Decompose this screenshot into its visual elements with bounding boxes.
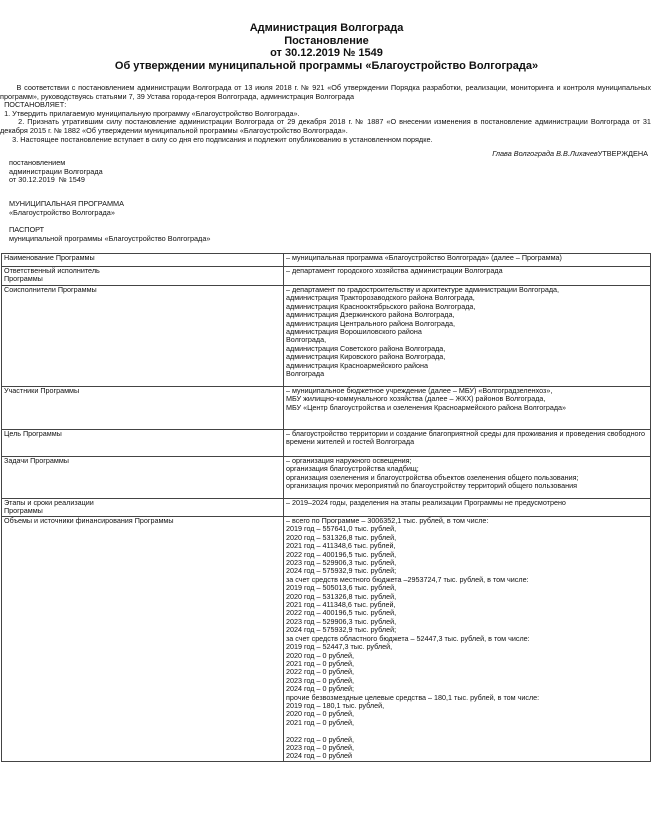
passport-table: [1, 253, 651, 762]
row-label: Соисполнители Программы: [2, 286, 284, 387]
issuer-heading: Администрация Волгограда: [249, 22, 404, 34]
document-title: [0, 22, 653, 72]
row-label: Цель Программы: [2, 430, 284, 457]
row-value: – всего по Программе – 3006352,1 тыс. рублей, в том числе: 2019 год – 557641,0 тыс. рублей, 2020 год – 531326,8 тыс. рублей, 2021 год – 411348,6 тыс. рублей, 2022 год – 400196,5 тыс. рублей, 2023 год – 529906,3 тыс. рублей, 2024 год – 575932,9 тыс. рублей; за счет средств местного бюджета –2953724,7 тыс. рублей, в том числе: 2019 год – 505013,6 тыс. рублей, 2020 год – 531326,8 тыс. рублей, 2021 год – 411348,6 тыс. рублей, 2022 год – 400196,5 тыс. рублей, 2023 год – 529906,3 тыс. рублей, 2024 год – 575932,9 тыс. рублей; за счет средств областного бюджета – 52447,3 тыс. рублей, в том числе: 2019 год – 52447,3 тыс. рублей, 2020 год – 0 рублей, 2021 год – 0 рублей, 2022 год – 0 рублей, 2023 год – 0 рублей, 2024 год – 0 рублей; прочие безвозмездные целевые средства – 180,1 тыс. рублей, в том числе: 2019 год – 180,1 тыс. рублей, 2020 год – 0 рублей, 2021 год – 0 рублей, 2022 год – 0 рублей, 2023 год – 0 рублей, 2024 год – 0 рублей: [284, 517, 651, 762]
approval-line-2: администрации Волгограда: [9, 166, 103, 176]
approval-line-3: от 30.12.2019 № 1549: [9, 175, 85, 185]
clause-2: 2. Признать утратившим силу постановление администрации Волгограда от 29 декабря 2018 г. № 1887 «О внесении изменения в постановление администрации Волгограда от 31 декабря 2015 г. № 1882 «Об утверждении муниципальной программы «Благоустройство Волгограда».: [0, 117, 653, 135]
clause-1: 1. Утвердить прилагаемую муниципальную программу «Благоустройство Волгограда».: [0, 108, 300, 118]
resolves-label: ПОСТАНОВЛЯЕТ:: [0, 100, 67, 110]
program-heading-line-1: МУНИЦИПАЛЬНАЯ ПРОГРАММА: [9, 199, 125, 208]
signatory: Глава Волгограда В.В.Лихачев: [492, 149, 598, 158]
row-label: Этапы и сроки реализации Программы: [2, 499, 284, 517]
table-row: [2, 430, 651, 457]
passport-heading-line-1: ПАСПОРТ: [9, 225, 45, 234]
passport-heading-line-2: муниципальной программы «Благоустройство Волгограда»: [9, 233, 211, 243]
table-row: [2, 387, 651, 430]
row-label: Участники Программы: [2, 387, 284, 430]
document-type-heading: Постановление: [284, 34, 369, 47]
document-date-number: от 30.12.2019 № 1549: [270, 47, 383, 59]
preamble-paragraph: В соответствии с постановлением администрации Волгограда от 13 июля 2018 г. № 921 «Об утверждении Порядка разработки, реализации, мониторинга и контроля муниципальных программ», руководствуясь статьями 7, 39 Устава города-героя Волгограда, администрация Волгограда: [0, 83, 653, 101]
program-heading: [9, 200, 124, 217]
document-subject-heading: Об утверждении муниципальной программы «Благоустройство Волгограда»: [114, 59, 539, 72]
table-row: [2, 517, 651, 762]
row-label: Наименование Программы: [2, 254, 284, 267]
table-row: [2, 254, 651, 267]
row-label: Задачи Программы: [2, 457, 284, 499]
program-heading-line-2: «Благоустройство Волгограда»: [9, 207, 115, 217]
passport-heading: [9, 226, 210, 243]
row-label: Объемы и источники финансирования Программы: [2, 517, 284, 762]
row-value: – департамент городского хозяйства администрации Волгограда: [284, 267, 651, 286]
row-value: – муниципальное бюджетное учреждение (далее – МБУ) «Волгоградзеленхоз», МБУ жилищно-коммунального хозяйства (далее – ЖКХ) районов Волгограда, МБУ «Центр благоустройства и озеленения Красноармейского района Волгограда»: [284, 387, 651, 430]
approved-stamp: УТВЕРЖДЕНА: [597, 149, 648, 158]
table-row: [2, 499, 651, 517]
approval-note: [9, 159, 103, 185]
row-value: – департамент по градостроительству и архитектуре администрации Волгограда, администрация Тракторозаводского района Волгограда, администрация Краснооктябрьского района Волгограда, администрация Дзержинского района Волгограда, администрация Центрального района Волгограда, администрация Ворошиловского района Волгограда, администрация Советского района Волгограда, администрация Кировского района Волгограда, администрация Красноармейского района Волгограда: [284, 286, 651, 387]
table-row: [2, 286, 651, 387]
approval-line-1: постановлением: [9, 158, 66, 167]
table-row: [2, 267, 651, 286]
row-value: – муниципальная программа «Благоустройство Волгограда» (далее – Программа): [284, 254, 651, 267]
row-value: – 2019–2024 годы, разделения на этапы реализации Программы не предусмотрено: [284, 499, 651, 517]
signature-line: [492, 150, 648, 159]
row-label: Ответственный исполнитель Программы: [2, 267, 284, 286]
row-value: – организация наружного освещения; организация благоустройства кладбищ; организация озеленения и благоустройства объектов озеленения общего пользования; организация прочих мероприятий по благоустройству территорий общего пользования: [284, 457, 651, 499]
row-value: – благоустройство территории и создание благоприятной среды для проживания и проведения свободного времени жителей и гостей Волгограда: [284, 430, 651, 457]
table-row: [2, 457, 651, 499]
preamble: [0, 84, 651, 144]
clause-3: 3. Настоящее постановление вступает в силу со дня его подписания и подлежит опубликованию в установленном порядке.: [0, 134, 433, 144]
